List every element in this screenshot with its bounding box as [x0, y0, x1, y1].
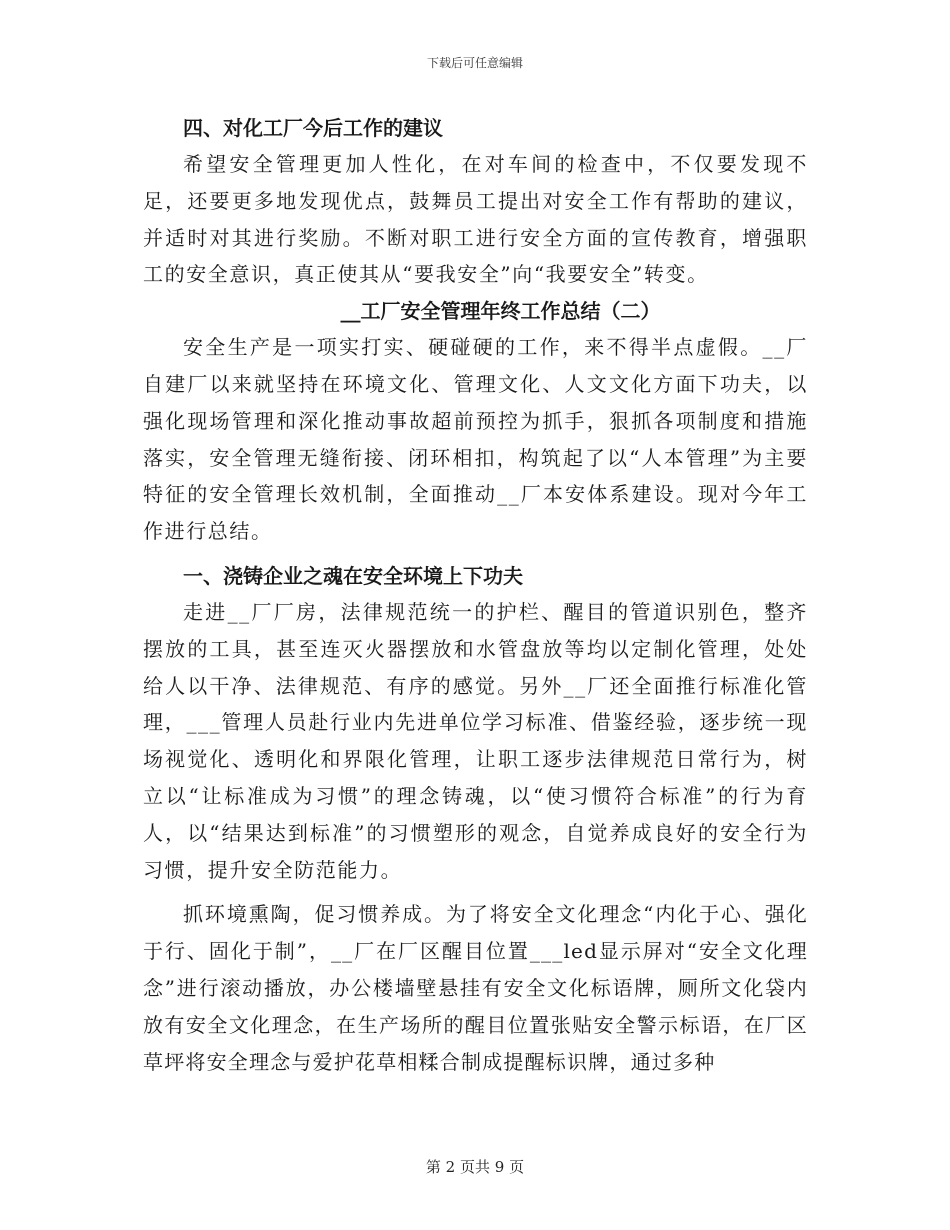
section-heading-environment: 一、浇铸企业之魂在安全环境上下功夫 — [183, 563, 523, 588]
paragraph-intro: 安全生产是一项实打实、硬碰硬的工作，来不得半点虚假。__厂自建厂以来就坚持在环境文化、管理文化、人文文化方面下功夫，以强化现场管理和深化推动事故超前预控为抓手，狠抓各项制度和措施落实，安全管理无缝衔接、闭环相扣，构筑起了以“人本管理”为主要特征的安全管理长效机制，全面推动__厂本安体系建设。现对今年工作进行总结。 — [143, 335, 808, 544]
paragraph-environment-2: 抓环境熏陶，促习惯养成。为了将安全文化理念“内化于心、强化于行、固化于制”，__厂在厂区醒目位置___led显示屏对“安全文化理念”进行滚动播放，办公楼墙壁悬挂有安全文化标语牌，厕所文化袋内放有安全文化理念，在生产场所的醒目位置张贴安全警示标语，在厂区草坪将安全理念与爱护花草相糅合制成提醒标识牌，通过多种 — [143, 902, 808, 1074]
paragraph-environment-1: 走进__厂厂房，法律规范统一的护栏、醒目的管道识别色，整齐摆放的工具，甚至连灭火器摆放和水管盘放等均以定制化管理，处处给人以干净、法律规范、有序的感觉。另外__厂还全面推行标准化管理，___管理人员赴行业内先进单位学习标准、借鉴经验，逐步统一现场视觉化、透明化和界限化管理，让职工逐步法律规范日常行为，树立以“让标准成为习惯”的理念铸魂，以“使习惯符合标准”的行为育人，以“结果达到标准”的习惯塑形的观念，自觉养成良好的安全行为习惯，提升安全防范能力。 — [143, 599, 808, 882]
document-title-part2: __工厂安全管理年终工作总结（二） — [340, 299, 661, 324]
paragraph-suggestions: 希望安全管理更加人性化，在对车间的检查中，不仅要发现不足，还要更多地发现优点，鼓舞员工提出对安全工作有帮助的建议，并适时对其进行奖励。不断对职工进行安全方面的宣传教育，增强职工的安全意识，真正使其从“要我安全”向“我要安全”转变。 — [143, 152, 808, 287]
section-heading-suggestions: 四、对化工厂今后工作的建议 — [183, 116, 443, 140]
page-number: 第 2 页共 9 页 — [425, 1158, 525, 1176]
document-body — [143, 110, 808, 1080]
spacer — [143, 888, 808, 896]
header-note: 下载后可任意编辑 — [426, 56, 523, 70]
spacer — [143, 550, 808, 558]
